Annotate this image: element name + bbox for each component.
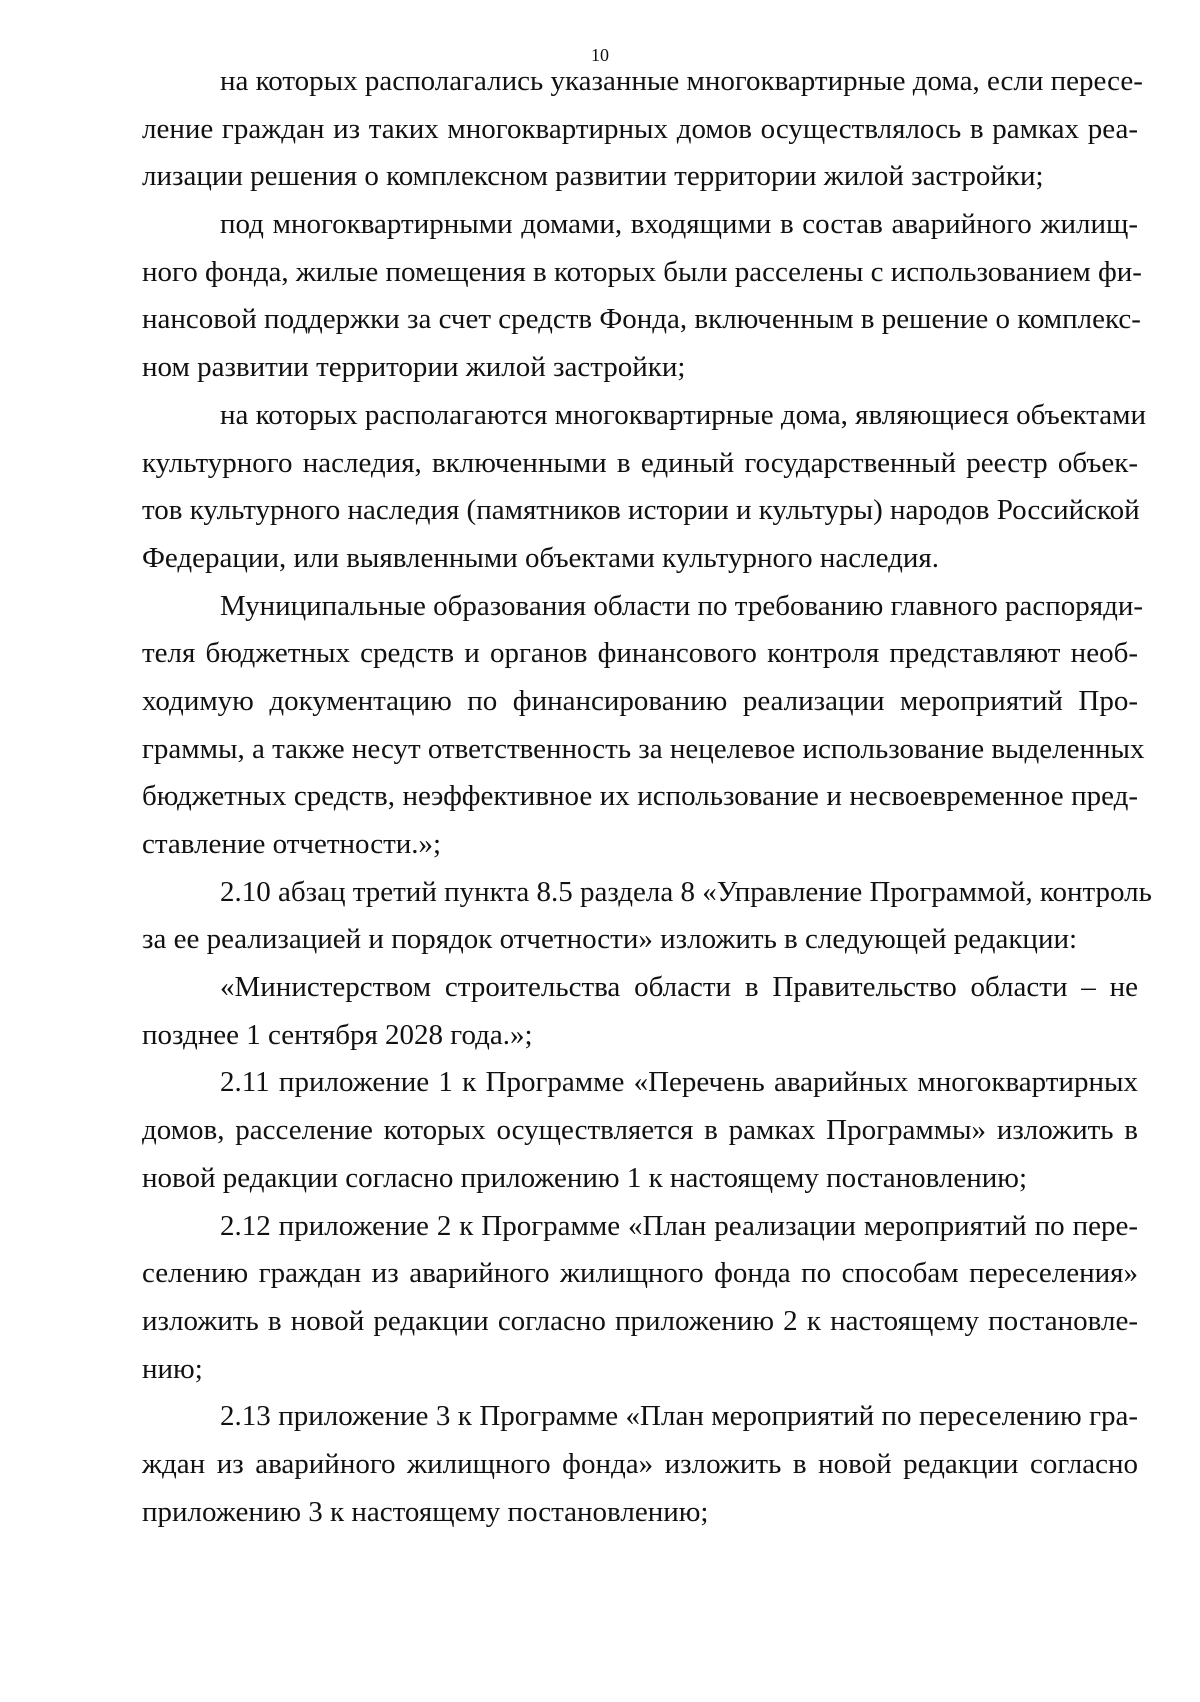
text-line: приложению 3 к настоящему постановлению; (142, 1495, 709, 1528)
text-line: ждан из аварийного жилищного фонда» изложить в новой редакции согласно (142, 1447, 1138, 1480)
text-line: культурного наследия, включенными в единый государственный реестр объек- (142, 446, 1138, 479)
text-line: под многоквартирными домами, входящими в состав аварийного жилищ- (220, 208, 1138, 241)
text-line: ного фонда, жилые помещения в которых были расселены с использованием фи- (142, 255, 1142, 288)
text-line: ном развитии территории жилой застройки; (142, 351, 686, 384)
text-line: теля бюджетных средств и органов финансового контроля представляют необ- (142, 637, 1138, 670)
text-line: ление граждан из таких многоквартирных домов осуществлялось в рамках реа- (142, 112, 1138, 145)
text-line: лизации решения о комплексном развитии территории жилой застройки; (142, 160, 1044, 193)
text-line: селению граждан из аварийного жилищного фонда по способам переселения» (142, 1257, 1138, 1290)
text-line: 2.10 абзац третий пункта 8.5 раздела 8 «Управление Программой, контроль (220, 875, 1152, 908)
text-line: новой редакции согласно приложению 1 к настоящему постановлению; (142, 1161, 1028, 1194)
text-line: на которых располагались указанные многоквартирные дома, если пересе- (220, 65, 1143, 97)
text-line: Федерации, или выявленными объектами культурного наследия. (142, 541, 939, 574)
text-line: «Министерством строительства области в Правительство области – не (220, 971, 1138, 1004)
text-line: нансовой поддержки за счет средств Фонда, включенным в решение о комплекс- (142, 303, 1141, 336)
text-line: 2.12 приложение 2 к Программе «План реализации мероприятий по пере- (220, 1209, 1138, 1242)
document-body (142, 58, 1152, 1536)
text-line: на которых располагаются многоквартирные дома, являющиеся объектами (220, 398, 1147, 431)
text-line: ходимую документацию по финансированию реализации мероприятий Про- (142, 684, 1138, 717)
text-line: ставление отчетности.»; (142, 828, 442, 860)
text-line: 2.13 приложение 3 к Программе «План мероприятий по переселению гра- (220, 1400, 1138, 1433)
text-line: Муниципальные образования области по требованию главного распоряди- (220, 589, 1144, 622)
text-line: бюджетных средств, неэффективное их использование и несвоевременное пред- (142, 780, 1138, 813)
page-number: 10 (591, 45, 609, 65)
text-line: тов культурного наследия (памятников истории и культуры) народов Российской (142, 494, 1140, 527)
text-line: за ее реализацией и порядок отчетности» изложить в следующей редакции: (142, 923, 1078, 956)
text-line: граммы, а также несут ответственность за нецелевое использование выделенных (142, 732, 1145, 765)
text-line: домов, расселение которых осуществляется в рамках Программы» изложить в (142, 1114, 1138, 1147)
text-line: нию; (142, 1352, 203, 1385)
text-line: позднее 1 сентября 2028 года.»; (142, 1018, 533, 1051)
text-line: 2.11 приложение 1 к Программе «Перечень аварийных многоквартирных (220, 1066, 1138, 1099)
text-line: изложить в новой редакции согласно приложению 2 к настоящему постановле- (142, 1304, 1138, 1337)
